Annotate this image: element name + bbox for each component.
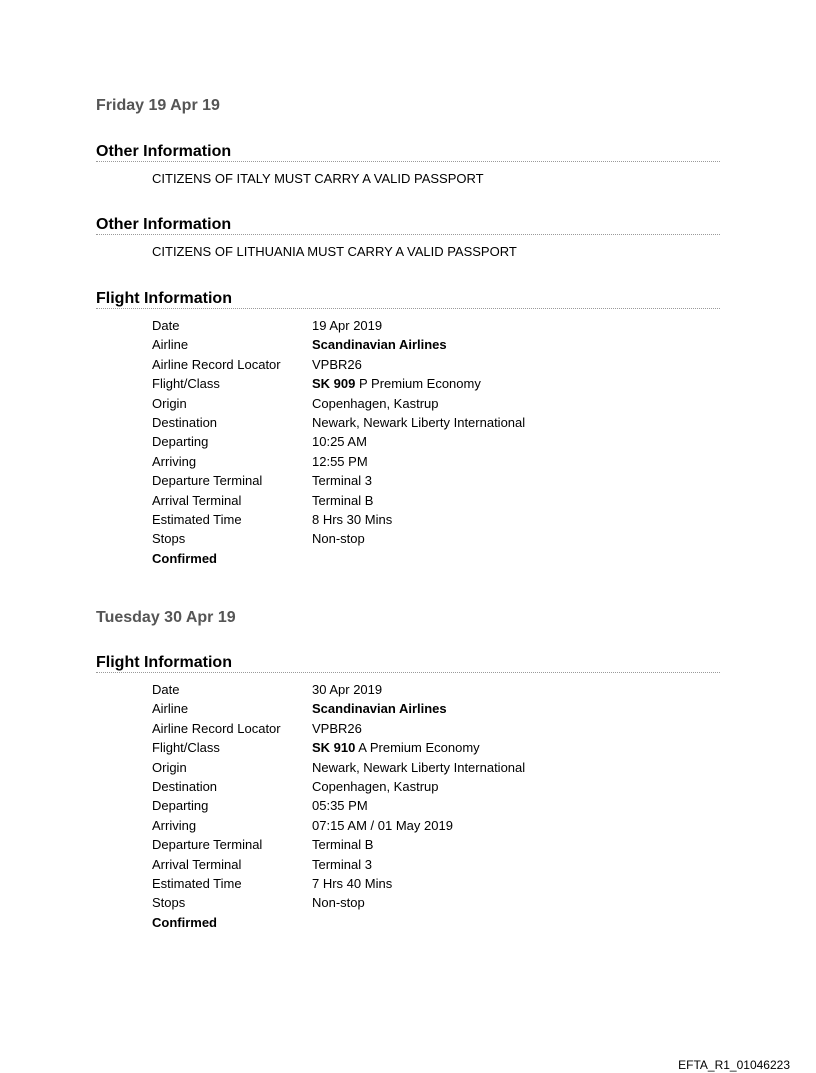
other-info-text: CITIZENS OF ITALY MUST CARRY A VALID PASSPORT	[152, 171, 484, 186]
section-title: Other Information	[96, 216, 720, 235]
origin-row	[152, 394, 720, 413]
estimated-time-row	[152, 510, 720, 529]
arriving-label: Arriving	[152, 817, 197, 833]
day-heading-2: Tuesday 30 Apr 19	[96, 609, 236, 626]
departure-terminal-row	[152, 835, 720, 854]
departing-value: 10:25 AM	[312, 434, 367, 450]
departure-terminal-row	[152, 471, 720, 490]
flight-number: SK 910	[312, 740, 356, 756]
other-info-section-1	[96, 143, 720, 187]
document-id: EFTA_R1_01046223	[678, 1058, 790, 1072]
arriving-value: 12:55 PM	[312, 453, 368, 469]
departure-terminal-label: Departure Terminal	[152, 837, 263, 853]
estimated-time-row	[152, 874, 720, 893]
flight-details	[96, 316, 720, 568]
destination-label: Destination	[152, 778, 218, 794]
origin-value: Newark, Newark Liberty International	[312, 759, 526, 775]
arrival-terminal-row	[152, 491, 720, 510]
destination-value: Copenhagen, Kastrup	[312, 778, 439, 794]
departing-value: 05:35 PM	[312, 798, 368, 814]
departure-terminal-label: Departure Terminal	[152, 473, 263, 489]
date-label: Date	[152, 682, 180, 697]
date-label: Date	[152, 318, 180, 333]
origin-value: Copenhagen, Kastrup	[312, 395, 439, 411]
date-value: 30 Apr 2019	[312, 682, 383, 697]
locator-value: VPBR26	[312, 356, 362, 372]
arrival-terminal-label: Arrival Terminal	[152, 492, 242, 508]
section-title: Other Information	[96, 143, 720, 162]
locator-label: Airline Record Locator	[152, 720, 281, 736]
flight-info-section-1	[96, 290, 720, 568]
arriving-label: Arriving	[152, 453, 197, 469]
flight-class-label: Flight/Class	[152, 376, 220, 392]
airline-label: Airline	[152, 337, 189, 353]
cabin-class: A Premium Economy	[355, 740, 480, 756]
flight-details	[96, 680, 720, 932]
flight-info-section-2	[96, 654, 720, 932]
arriving-row	[152, 452, 720, 471]
origin-label: Origin	[152, 395, 187, 411]
arrival-terminal-value: Terminal 3	[312, 856, 372, 872]
estimated-time-label: Estimated Time	[152, 511, 242, 527]
airline-value: Scandinavian Airlines	[312, 337, 447, 353]
flight-number: SK 909	[312, 376, 356, 392]
other-info-section-2	[96, 216, 720, 260]
departing-label: Departing	[152, 798, 209, 814]
locator-value: VPBR26	[312, 720, 362, 736]
arrival-terminal-row	[152, 855, 720, 874]
locator-label: Airline Record Locator	[152, 356, 281, 372]
flight-class-value	[312, 374, 720, 393]
airline-row	[152, 699, 720, 718]
date-row	[152, 316, 720, 335]
departing-row	[152, 796, 720, 815]
stops-value: Non-stop	[312, 531, 365, 547]
flight-class-value	[312, 738, 720, 757]
cabin-class: P Premium Economy	[355, 376, 481, 392]
estimated-time-value: 8 Hrs 30 Mins	[312, 511, 393, 527]
date-row	[152, 680, 720, 699]
status-text: Confirmed	[152, 914, 217, 930]
estimated-time-label: Estimated Time	[152, 875, 242, 891]
stops-row	[152, 893, 720, 912]
departure-terminal-value: Terminal 3	[312, 473, 372, 489]
date-value: 19 Apr 2019	[312, 318, 383, 333]
estimated-time-value: 7 Hrs 40 Mins	[312, 875, 393, 891]
airline-row	[152, 335, 720, 354]
destination-row	[152, 413, 720, 432]
destination-label: Destination	[152, 414, 218, 430]
destination-value: Newark, Newark Liberty International	[312, 414, 526, 430]
departing-row	[152, 432, 720, 451]
stops-label: Stops	[152, 895, 186, 911]
arriving-row	[152, 816, 720, 835]
stops-row	[152, 529, 720, 548]
origin-label: Origin	[152, 759, 187, 775]
arriving-value: 07:15 AM / 01 May 2019	[312, 817, 453, 833]
flight-class-row	[152, 374, 720, 393]
origin-row	[152, 758, 720, 777]
locator-row	[152, 355, 720, 374]
airline-value: Scandinavian Airlines	[312, 701, 447, 717]
airline-label: Airline	[152, 701, 189, 717]
status-text: Confirmed	[152, 550, 217, 566]
section-title: Flight Information	[96, 290, 720, 309]
stops-label: Stops	[152, 531, 186, 547]
flight-class-label: Flight/Class	[152, 740, 220, 756]
status-row	[152, 913, 720, 932]
day-heading-1: Friday 19 Apr 19	[96, 97, 220, 114]
section-title: Flight Information	[96, 654, 720, 673]
other-info-text: CITIZENS OF LITHUANIA MUST CARRY A VALID PASSPORT	[152, 244, 517, 259]
arrival-terminal-label: Arrival Terminal	[152, 856, 242, 872]
locator-row	[152, 719, 720, 738]
destination-row	[152, 777, 720, 796]
departing-label: Departing	[152, 434, 209, 450]
flight-class-row	[152, 738, 720, 757]
stops-value: Non-stop	[312, 895, 365, 911]
departure-terminal-value: Terminal B	[312, 837, 374, 853]
status-row	[152, 549, 720, 568]
arrival-terminal-value: Terminal B	[312, 492, 374, 508]
